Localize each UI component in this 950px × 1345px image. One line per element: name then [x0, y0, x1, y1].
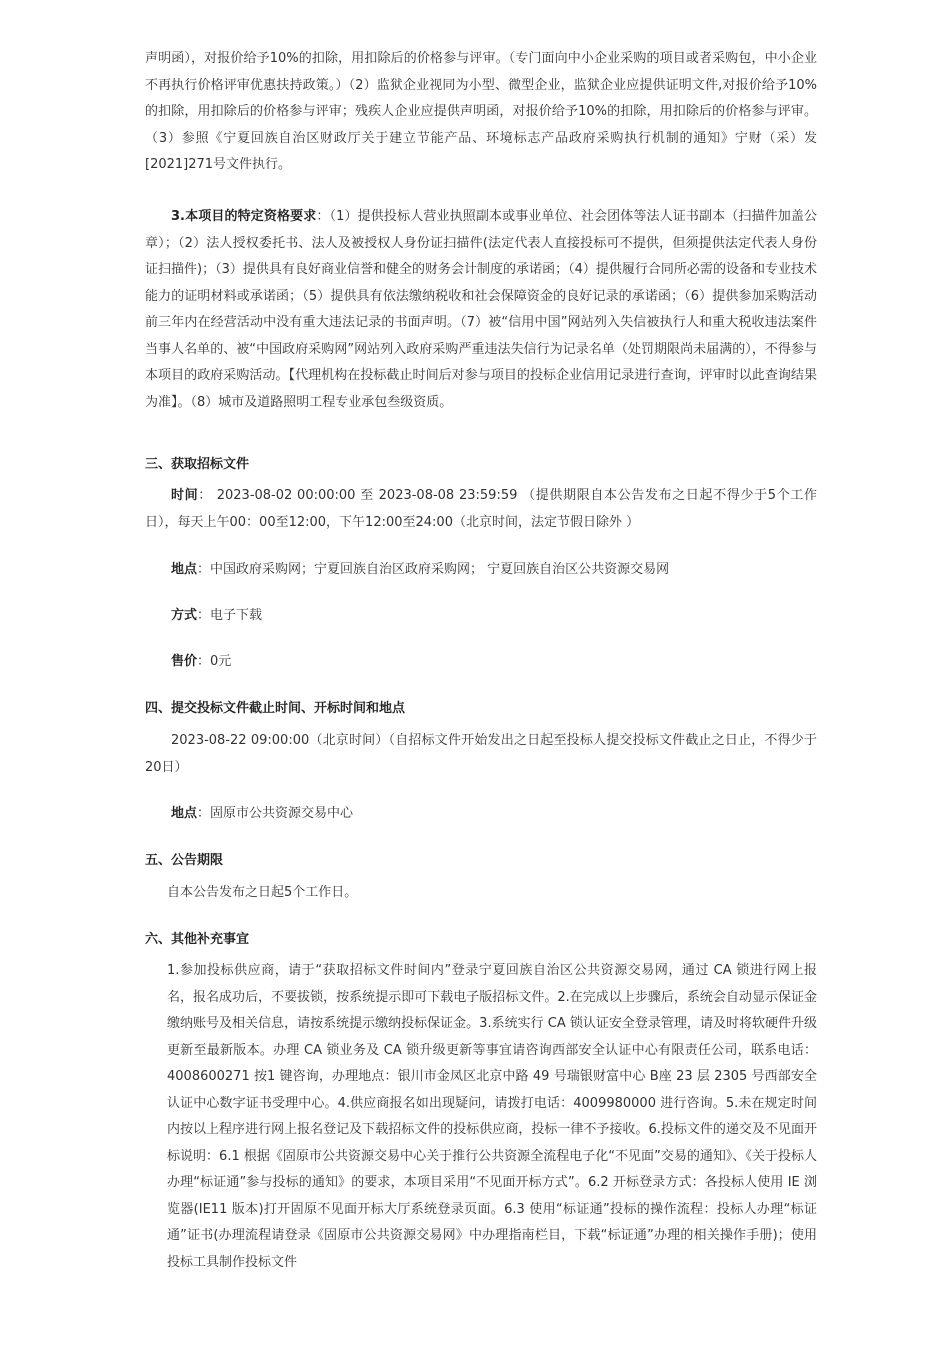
price-text: 0元: [210, 654, 232, 669]
section-6-title: 六、其他补充事宜: [145, 932, 250, 947]
s4-place-text: 固原市公共资源交易中心: [210, 806, 354, 821]
supplementary-paragraph: 1.参加投标供应商，请于“获取招标文件时间内”登录宁夏回族自治区公共资源交易网，通过 CA 锁进行网上报名，报名成功后，不要拔锁，按系统提示即可下载电子版招标文件。2.在完成以上步骤后，系统会自动显示保证金缴纳账号及相关信息，请按系统提示缴纳投标保证金。3.系统实行 CA 锁认证安全登录管理，请及时将软硬件升级更新至最新版本。办理 CA 锁业务及 CA 锁升级更新等事宜请咨询西部安全认证中心有限责任公司，联系电话：4008600271 按1 键咨询，办理地点：银川市金凤区北京中路 49 号瑞银财富中心 B座 23 层 2305 号西部安全认证中心数字证书受理中心。4.供应商报名如出现疑问，请拨打电话：4009980000 进行咨询。5.未在规定时间内按以上程序进行网上报名登记及下载招标文件的投标供应商，投标一律不予接收。6.投标文件的递交及不见面开标说明：6.1 根据《固原市公共资源交易中心关于推行公共资源全流程电子化“不见面”交易的通知》、《关于投标人办理“标证通”参与投标的通知》的要求，本项目采用“不见面开标方式”。6.2 开标登录方式：各投标人使用 IE 浏览器(IE11 版本)打开固原不见面开标大厅系统登录页面。6.3 使用“标证通”投标的操作流程：投标人办理“标证通”证书(办理流程请登录《固原市公共资源交易网》中办理指南栏目，下载“标证通”办理的相关操作手册)；使用投标工具制作投标文件: [167, 963, 817, 1270]
section-4-title: 四、提交投标文件截止时间、开标时间和地点: [145, 701, 406, 716]
notice-period-text: 自本公告发布之日起5个工作日。: [167, 885, 358, 900]
paragraph-price-deduction: 声明函），对报价给予10%的扣除，用扣除后的价格参与评审。（专门面向中小企业采购的项目或者采购包，中小企业不再执行价格评审优惠扶持政策。）（2）监狱企业视同为小型、微型企业，监狱企业应提供证明文件,对报价给予10%的扣除，用扣除后的价格参与评审；残疾人企业应提供声明函，对报价给予10%的扣除，用扣除后的价格参与评审。（3）参照《宁夏回族自治区财政厅关于建立节能产品、环境标志产品政府采购执行机制的通知》宁财（采）发[2021]271号文件执行。: [145, 51, 817, 172]
place-sep: ：: [197, 562, 211, 577]
time-label: 时间: [171, 488, 199, 503]
method-text: 电子下载: [210, 608, 263, 623]
place-text: 中国政府采购网；宁夏回族自治区政府采购网； 宁夏回族自治区公共资源交易网: [210, 562, 670, 577]
paragraph-qualification: [145, 204, 817, 416]
s4-place-sep: ：: [197, 806, 211, 821]
price-label: 售价: [171, 654, 198, 669]
method-row: [171, 606, 262, 626]
time-sep: ：: [198, 488, 212, 503]
price-row: [171, 652, 231, 672]
qualification-label: 3.本项目的特定资格要求: [171, 209, 317, 224]
time-paragraph: [145, 483, 817, 536]
method-label: 方式: [171, 608, 198, 623]
s4-place-row: [171, 804, 353, 824]
deadline-paragraph: 2023-08-22 09:00:00（北京时间）（自招标文件开始发出之日起至投标人提交投标文件截止之日止，不得少于20日）: [145, 733, 817, 775]
place-row: [171, 560, 669, 580]
s4-place-label: 地点: [171, 806, 198, 821]
section-5-title: 五、公告期限: [145, 853, 224, 868]
time-text: 2023-08-02 00:00:00 至 2023-08-08 23:59:59 （提供期限自本公告发布之日起不得少于5个工作日），每天上午00：00至12:00，下午12:00至24:00（北京时间，法定节假日除外 ）: [145, 488, 817, 530]
price-sep: ：: [197, 654, 211, 669]
place-label: 地点: [171, 562, 198, 577]
section-3-title: 三、获取招标文件: [145, 457, 250, 472]
qualification-text: （1）提供投标人营业执照副本或事业单位、社会团体等法人证书副本（扫描件加盖公章）；（2）法人授权委托书、法人及被授权人身份证扫描件(法定代表人直接投标可不提供，但须提供法定代表人身份证扫描件)；（3）提供具有良好商业信誉和健全的财务会计制度的承诺函；（4）提供履行合同所必需的设备和专业技术能力的证明材料或承诺函；（5）提供具有依法缴纳税收和社会保障资金的良好记录的承诺函；（6）提供参加采购活动前三年内在经营活动中没有重大违法记录的书面声明。（7）被“信用中国”网站列入失信被执行人和重大税收违法案件当事人名单的、被“中国政府采购网”网站列入政府采购严重违法失信行为记录名单（处罚期限尚未届满的），不得参与本项目的政府采购活动。【代理机构在投标截止时间后对参与项目的投标企业信用记录进行查询，评审时以此查询结果为准】。（8）城市及道路照明工程专业承包叁级资质。: [145, 209, 817, 410]
qualification-sep: ：: [316, 209, 330, 224]
method-sep: ：: [197, 608, 211, 623]
